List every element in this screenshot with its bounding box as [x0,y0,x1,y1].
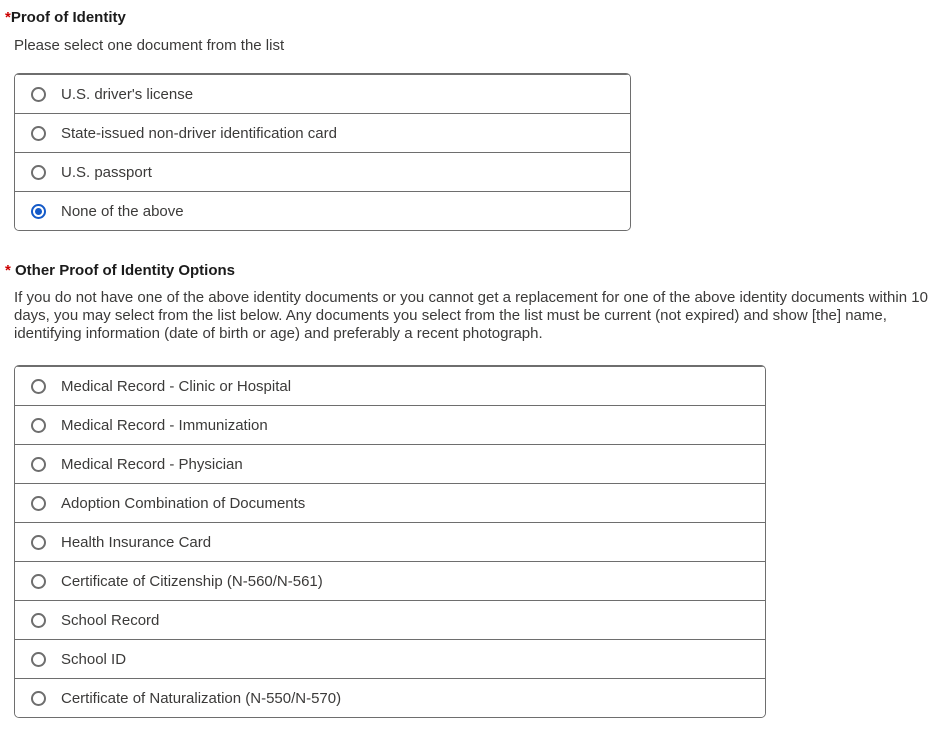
radio-option-label: U.S. driver's license [61,85,194,103]
radio-option-row[interactable] [15,152,630,191]
radio-button-icon[interactable] [31,87,46,102]
radio-option-row[interactable] [15,444,765,483]
radio-option-label: School ID [61,650,127,668]
radio-button-icon[interactable] [31,418,46,433]
other-proof-of-identity-description: If you do not have one of the above identity documents or you cannot get a replacement for one of the above identity documents within 10 days, you may select from the list below. Any documents you select from the list must be current (not expired) and show [the] name, identifying information (date of birth or age) and preferably a recent photograph. [14,289,928,342]
radio-button-icon[interactable] [31,126,46,141]
radio-option-label: Adoption Combination of Documents [61,494,306,512]
radio-option-label: School Record [61,611,160,629]
required-marker: * [5,9,11,26]
proof-of-identity-subtitle: Please select one document from the list [14,37,285,54]
section-title-text: Other Proof of Identity Options [15,262,236,279]
radio-option-label: Health Insurance Card [61,533,212,551]
radio-option-row[interactable] [15,483,765,522]
radio-option-label: Certificate of Citizenship (N-560/N-561) [61,572,323,590]
radio-option-row[interactable] [15,561,765,600]
radio-button-icon[interactable] [31,379,46,394]
radio-button-icon[interactable] [31,204,46,219]
radio-option-row[interactable] [15,74,630,113]
radio-option-row[interactable] [15,366,765,405]
section-title-text: Proof of Identity [10,9,126,26]
radio-button-icon[interactable] [31,457,46,472]
other-proof-of-identity-section [5,261,932,718]
radio-option-row[interactable] [15,639,765,678]
proof-of-identity-title [5,8,932,27]
radio-option-row[interactable] [15,678,765,717]
radio-option-row[interactable] [15,405,765,444]
radio-option-label: U.S. passport [61,163,152,181]
required-marker: * [5,262,11,279]
radio-button-icon[interactable] [31,535,46,550]
radio-button-icon[interactable] [31,652,46,667]
radio-option-label: None of the above [61,202,184,220]
radio-button-icon[interactable] [31,496,46,511]
radio-button-icon[interactable] [31,613,46,628]
radio-button-icon[interactable] [31,165,46,180]
radio-option-label: Certificate of Naturalization (N-550/N-570) [61,689,342,707]
radio-option-label: State-issued non-driver identification card [61,124,337,142]
radio-option-row[interactable] [15,113,630,152]
proof-of-identity-radio-group [14,73,631,231]
radio-button-icon[interactable] [31,574,46,589]
radio-option-row[interactable] [15,522,765,561]
radio-option-row[interactable] [15,600,765,639]
other-proof-of-identity-radio-group [14,365,766,718]
radio-option-row[interactable] [15,191,630,230]
radio-button-icon[interactable] [31,691,46,706]
radio-option-label: Medical Record - Clinic or Hospital [61,377,292,395]
other-proof-of-identity-title [5,261,932,280]
radio-option-label: Medical Record - Physician [61,455,243,473]
radio-option-label: Medical Record - Immunization [61,416,268,434]
proof-of-identity-section [5,8,932,231]
